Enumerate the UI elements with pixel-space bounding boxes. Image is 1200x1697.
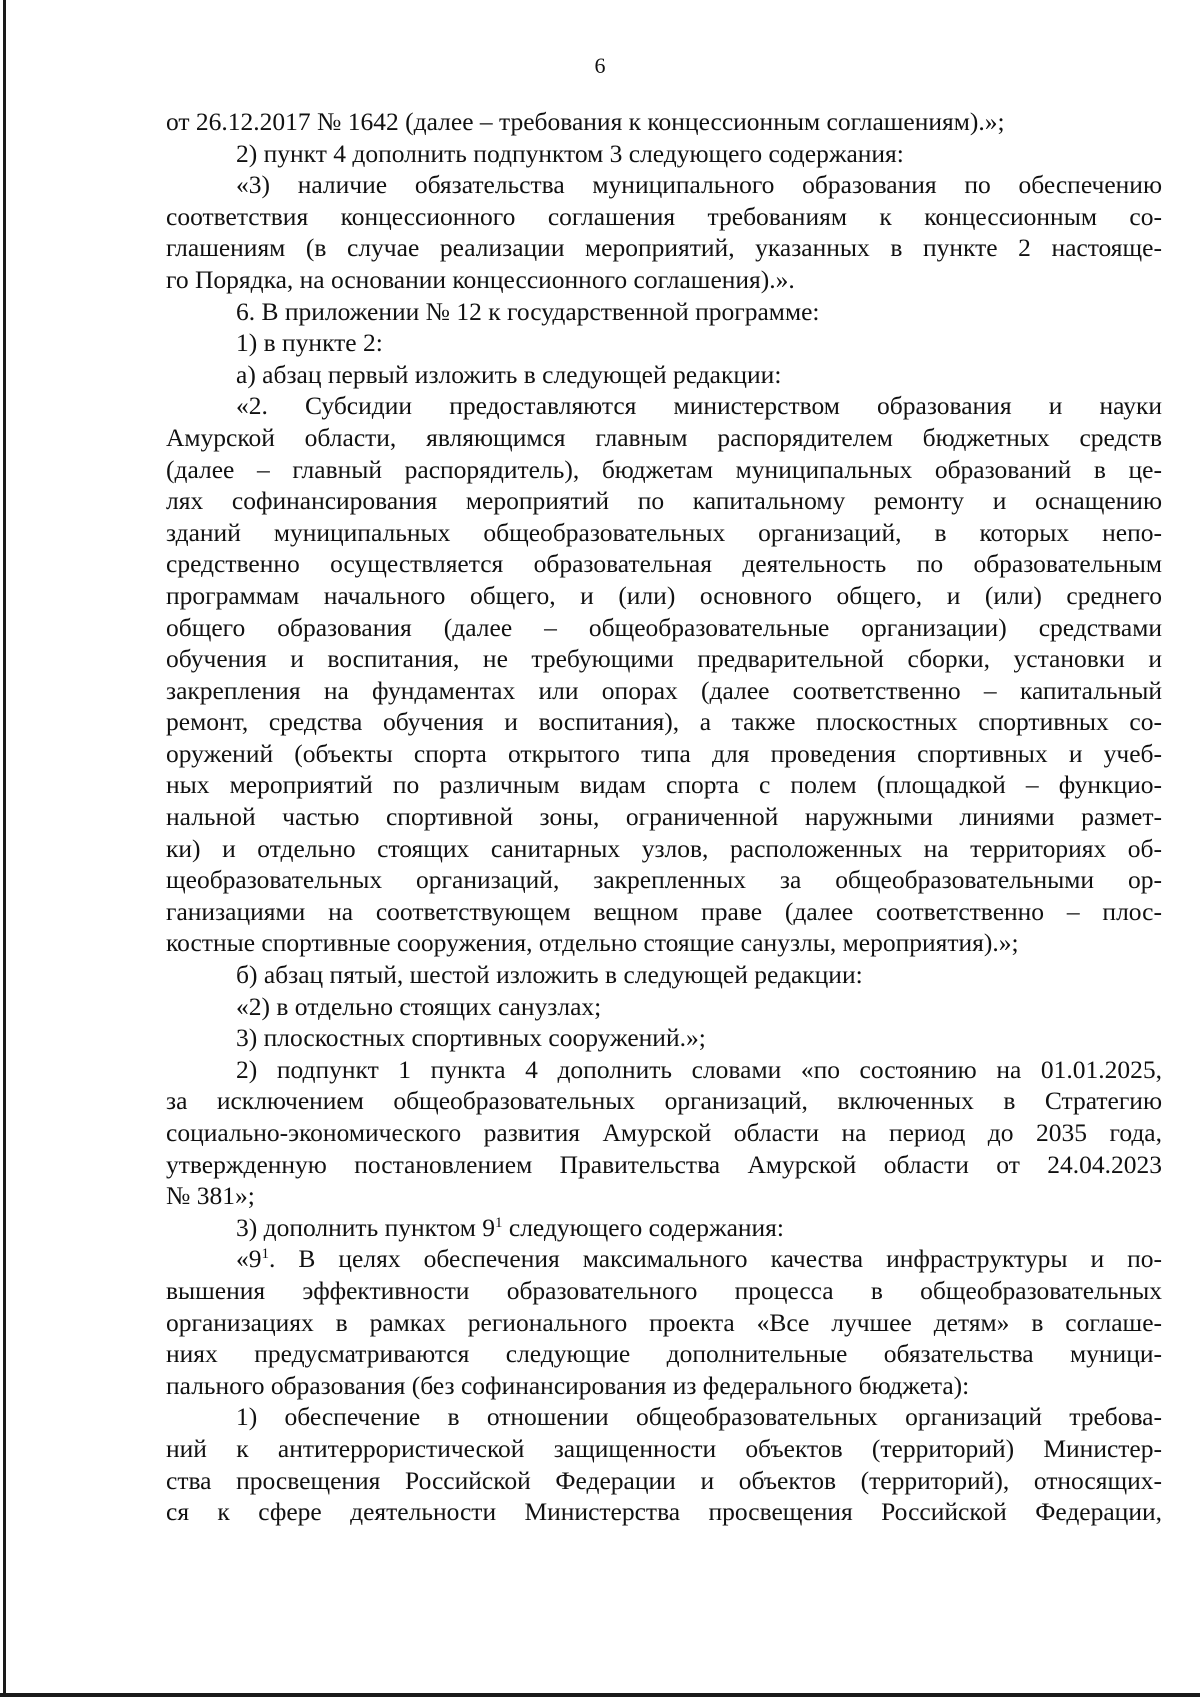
text-line <box>166 1275 1162 1307</box>
text-line-content: «2) в отдельно стоящих санузлах; <box>236 991 602 1021</box>
superscript: 1 <box>495 1214 503 1231</box>
text-line <box>166 1243 1162 1275</box>
text-line-content: обучения и воспитания, не требующими предварительной сборки, установки и <box>166 644 1162 674</box>
text-line-content: зданий муниципальных общеобразовательных организаций, в которых непо- <box>166 517 1162 547</box>
text-line-content: соответствия концессионного соглашения требованиям к концессионным со- <box>166 201 1162 231</box>
text-line <box>166 485 1162 517</box>
text-line <box>166 548 1162 580</box>
text-line-content: Амурской области, являющимся главным распорядителем бюджетных средств <box>166 422 1162 452</box>
text-line-content: организациях в рамках регионального проекта «Все лучшее детям» в соглаше- <box>166 1307 1162 1337</box>
text-line <box>166 1307 1162 1339</box>
text-line-content: № 381»; <box>166 1181 255 1211</box>
text-line <box>166 327 1162 359</box>
text-line <box>166 232 1162 264</box>
text-line <box>166 1496 1162 1528</box>
text-line-content: 3) дополнить пунктом 9 <box>236 1212 495 1242</box>
text-line-content: социально-экономического развития Амурской области на период до 2035 года, <box>166 1118 1162 1147</box>
text-line-content: вышения эффективности образовательного процесса в общеобразовательных <box>166 1275 1162 1305</box>
text-line <box>166 296 1162 328</box>
text-line-content: ремонт, средства обучения и воспитания), а также плоскостных спортивных со- <box>166 707 1162 737</box>
text-line-content: го Порядка, на основании концессионного соглашения).». <box>166 264 795 294</box>
text-line <box>166 1370 1162 1402</box>
text-line-content: ний к антитеррористической защищенности объектов (территорий) Министер- <box>166 1433 1162 1463</box>
text-line <box>166 1465 1162 1497</box>
text-line <box>166 1401 1162 1433</box>
text-line-content: «2. Субсидии предоставляются министерством образования и науки <box>236 391 1162 421</box>
text-line-content: «9 <box>236 1244 262 1274</box>
superscript: 1 <box>261 1246 269 1263</box>
text-line-content: 6. В приложении № 12 к государственной программе: <box>236 296 820 326</box>
text-line-content: утвержденную постановлением Правительства Амурской области от 24.04.2023 <box>166 1149 1162 1179</box>
text-line <box>166 264 1162 296</box>
text-line <box>166 896 1162 928</box>
text-line-content: 2) подпункт 1 пункта 4 дополнить словами «по состоянию на 01.01.2025, <box>236 1054 1162 1084</box>
text-line-content: следующего содержания: <box>502 1212 784 1242</box>
text-line-content: 3) плоскостных спортивных сооружений.»; <box>236 1023 706 1053</box>
page-edge-bottom <box>0 1693 1200 1697</box>
text-line <box>166 864 1162 896</box>
text-line-content: а) абзац первый изложить в следующей редакции: <box>236 359 782 389</box>
text-line-content: нальной частью спортивной зоны, ограниченной наружными линиями размет- <box>166 802 1162 832</box>
text-line-content: лях софинансирования мероприятий по капитальному ремонту и оснащению <box>166 486 1162 516</box>
text-line <box>166 1085 1162 1117</box>
text-line <box>166 517 1162 549</box>
text-line <box>166 1433 1162 1465</box>
text-line-content: средственно осуществляется образовательная деятельность по образовательным <box>166 549 1162 579</box>
text-line-content: программам начального общего, и (или) основного общего, и (или) среднего <box>166 580 1162 610</box>
text-line <box>166 1149 1162 1181</box>
text-line-content: пального образования (без софинансирования из федерального бюджета): <box>166 1370 970 1400</box>
text-line <box>166 169 1162 201</box>
text-line <box>166 675 1162 707</box>
text-line <box>166 612 1162 644</box>
text-line-content: ных мероприятий по различным видам спорта с полем (площадкой – функцио- <box>166 770 1162 800</box>
text-line <box>166 580 1162 612</box>
text-line-content: 1) в пункте 2: <box>236 328 383 358</box>
text-line <box>166 454 1162 486</box>
text-line <box>166 991 1162 1023</box>
text-line-content: щеобразовательных организаций, закрепленных за общеобразовательными ор- <box>166 865 1162 895</box>
text-line-content: ки) и отдельно стоящих санитарных узлов, расположенных на территориях об- <box>166 833 1162 863</box>
text-line-content: глашениям (в случае реализации мероприятий, указанных в пункте 2 настояще- <box>166 233 1162 263</box>
text-line-content: оружений (объекты спорта открытого типа для проведения спортивных и учеб- <box>166 738 1162 768</box>
text-line-content: ниях предусматриваются следующие дополнительные обязательства муници- <box>166 1339 1162 1369</box>
text-line-content: закрепления на фундаментах или опорах (далее соответственно – капитальный <box>166 675 1162 705</box>
text-line-content: костные спортивные сооружения, отдельно стоящие санузлы, мероприятия).»; <box>166 928 1019 958</box>
text-line <box>166 706 1162 738</box>
text-line-content: «3) наличие обязательства муниципального образования по обеспечению <box>236 170 1162 200</box>
text-line <box>166 1180 1162 1212</box>
text-line <box>166 390 1162 422</box>
text-line <box>166 422 1162 454</box>
text-line <box>166 201 1162 233</box>
text-line-content: за исключением общеобразовательных организаций, включенных в Стратегию <box>166 1086 1162 1116</box>
text-line <box>166 801 1162 833</box>
text-line <box>166 1212 1162 1244</box>
text-line <box>166 643 1162 675</box>
page-edge-left <box>3 0 6 1697</box>
text-line-content: ганизациями на соответствующем вещном праве (далее соответственно – плос- <box>166 896 1162 926</box>
text-line <box>166 1054 1162 1086</box>
text-line <box>166 927 1162 959</box>
text-line <box>166 106 1162 138</box>
text-line <box>166 359 1162 391</box>
text-line <box>166 138 1162 170</box>
text-line-content: 2) пункт 4 дополнить подпунктом 3 следующего содержания: <box>236 138 904 168</box>
text-line <box>166 959 1162 991</box>
text-line-content: . В целях обеспечения максимального качества инфраструктуры и по- <box>269 1244 1162 1274</box>
text-line <box>166 1022 1162 1054</box>
text-line-content: (далее – главный распорядитель), бюджетам муниципальных образований в це- <box>166 454 1162 484</box>
text-line-content: от 26.12.2017 № 1642 (далее – требования к концессионным соглашениям).»; <box>166 107 1005 136</box>
text-line-content: 1) обеспечение в отношении общеобразовательных организаций требова- <box>236 1402 1162 1432</box>
text-line <box>166 833 1162 865</box>
page-number: 6 <box>594 53 606 78</box>
text-line <box>166 769 1162 801</box>
text-line <box>166 738 1162 770</box>
text-line-content: ся к сфере деятельности Министерства просвещения Российской Федерации, <box>166 1497 1162 1527</box>
text-line-content: б) абзац пятый, шестой изложить в следующей редакции: <box>236 960 863 990</box>
text-line-content: общего образования (далее – общеобразовательные организации) средствами <box>166 612 1162 642</box>
document-body <box>166 106 1162 1528</box>
text-line <box>166 1117 1162 1149</box>
text-line <box>166 1338 1162 1370</box>
text-line-content: ства просвещения Российской Федерации и объектов (территорий), относящих- <box>166 1465 1162 1495</box>
